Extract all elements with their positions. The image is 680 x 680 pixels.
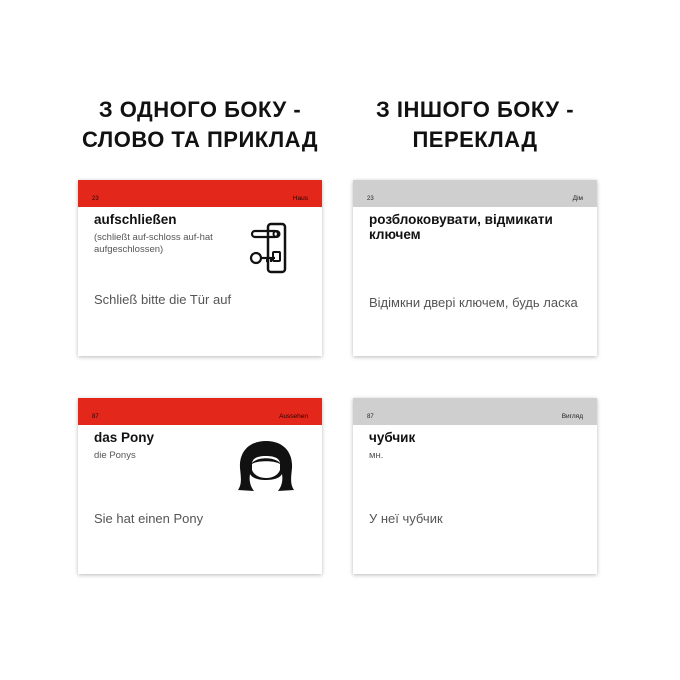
card-category: Aussehen — [279, 413, 308, 420]
card-word-forms: мн. — [369, 450, 384, 461]
front-side-heading — [60, 95, 340, 155]
card-word-forms: die Ponys — [94, 450, 136, 461]
card-header-bar — [353, 398, 597, 425]
card-word: aufschließen — [94, 212, 177, 227]
card-example: Schließ bitte die Tür auf — [94, 292, 232, 307]
card-number: 23 — [367, 196, 374, 202]
card-category: Дім — [572, 195, 583, 202]
back-side-heading-line-1: З ІНШОГО БОКУ - — [375, 97, 575, 122]
card-header-bar — [78, 398, 322, 425]
flashcard-back-das-pony[interactable] — [353, 398, 597, 574]
flashcard-front-das-pony[interactable] — [78, 398, 322, 574]
card-translation: розблоковувати, відмикати ключем — [369, 212, 553, 242]
card-category: Вигляд — [561, 413, 583, 420]
back-side-heading-line-2: ПЕРЕКЛАД — [412, 127, 538, 152]
card-example-translation: У неї чубчик — [369, 511, 443, 526]
flashcard-front-aufschliessen[interactable] — [78, 180, 322, 356]
front-side-heading-line-2: СЛОВО ТА ПРИКЛАД — [81, 127, 319, 152]
bangs-hairstyle-icon — [234, 438, 298, 494]
card-header-bar — [78, 180, 322, 207]
card-number: 87 — [92, 414, 99, 420]
card-number: 87 — [367, 414, 374, 420]
card-word: das Pony — [94, 430, 155, 445]
card-category: Haus — [292, 195, 308, 202]
front-side-heading-line-1: З ОДНОГО БОКУ - — [98, 97, 302, 122]
card-header-bar — [353, 180, 597, 207]
card-translation: чубчик — [369, 430, 416, 445]
door-lock-key-icon — [248, 222, 290, 276]
back-side-heading — [330, 95, 620, 155]
card-number: 23 — [92, 196, 99, 202]
card-word-forms: (schließt auf-schloss auf-hat aufgeschlossen) — [94, 232, 213, 255]
flashcard-back-aufschliessen[interactable] — [353, 180, 597, 356]
card-example: Sie hat einen Pony — [94, 511, 204, 526]
card-example-translation: Відімкни двері ключем, будь ласка — [369, 295, 578, 310]
